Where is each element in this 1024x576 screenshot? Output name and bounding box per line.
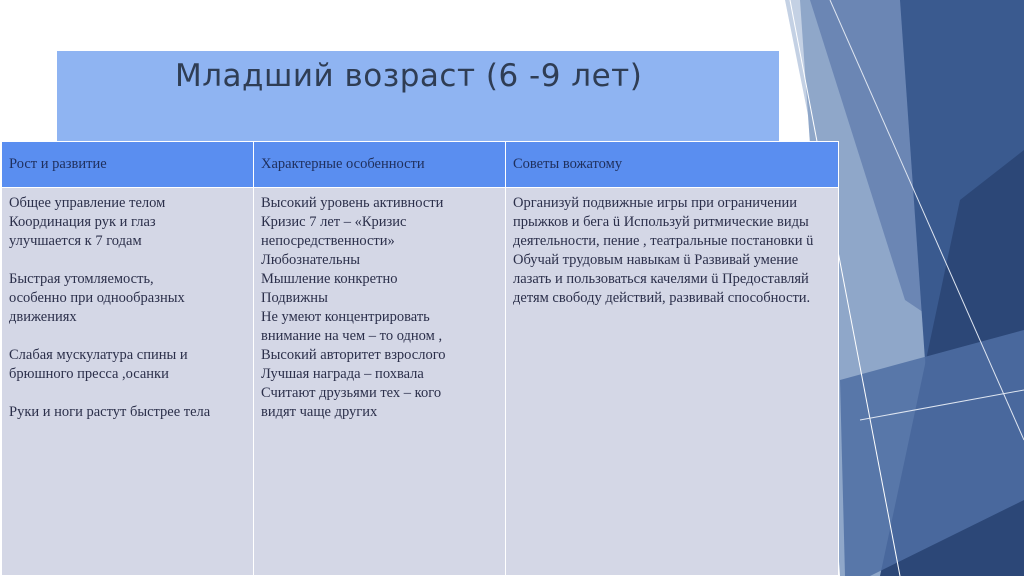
advice-text: Организуй подвижные игры при ограничении прыжков и бега ü Используй ритмические виды деятельности, пение , театральные постановки ü Обучай трудовым навыкам ü Развивай умение лазать и пользоваться качелями ü Предоставляй детям свободу действий, развивай способности. [513,195,814,306]
growth-spacer [9,384,246,403]
header-advice: Советы вожатому [506,142,839,188]
growth-line: Слабая мускулатура спины и [9,347,188,363]
features-line: Высокий уровень активности [261,195,444,211]
features-line: Высокий авторитет взрослого [261,347,446,363]
growth-spacer [9,251,246,270]
features-line: Лучшая награда – похвала [261,366,424,382]
features-line: Подвижны [261,290,328,306]
header-growth: Рост и развитие [2,142,254,188]
growth-line: Быстрая утомляемость, [9,271,154,287]
info-table [1,141,839,576]
features-line: непосредственности» [261,233,395,249]
growth-line: Руки и ноги растут быстрее тела [9,404,211,420]
features-line: Любознательны [261,252,360,268]
cell-advice [506,188,839,576]
cell-growth [2,188,254,576]
growth-line: улучшается к 7 годам [9,233,142,249]
slide-title: Младший возраст (6 -9 лет) [175,58,643,94]
features-line: Считают друзьями тех – кого [261,385,442,401]
growth-line: движениях [9,309,77,325]
header-features: Характерные особенности [254,142,506,188]
table-row [2,188,839,576]
growth-line: Координация рук и глаз [9,214,156,230]
growth-line: Общее управление телом [9,195,166,211]
growth-line: особенно при однообразных [9,290,185,306]
table-header-row [2,142,839,188]
features-line: Мышление конкретно [261,271,398,287]
features-line: Кризис 7 лет – «Кризис [261,214,407,230]
growth-spacer [9,327,246,346]
features-line: Не умеют концентрировать [261,309,430,325]
growth-line: брюшного пресса ,осанки [9,366,169,382]
cell-features [254,188,506,576]
features-line: видят чаще других [261,404,378,420]
features-line: внимание на чем – то одном , [261,328,443,344]
